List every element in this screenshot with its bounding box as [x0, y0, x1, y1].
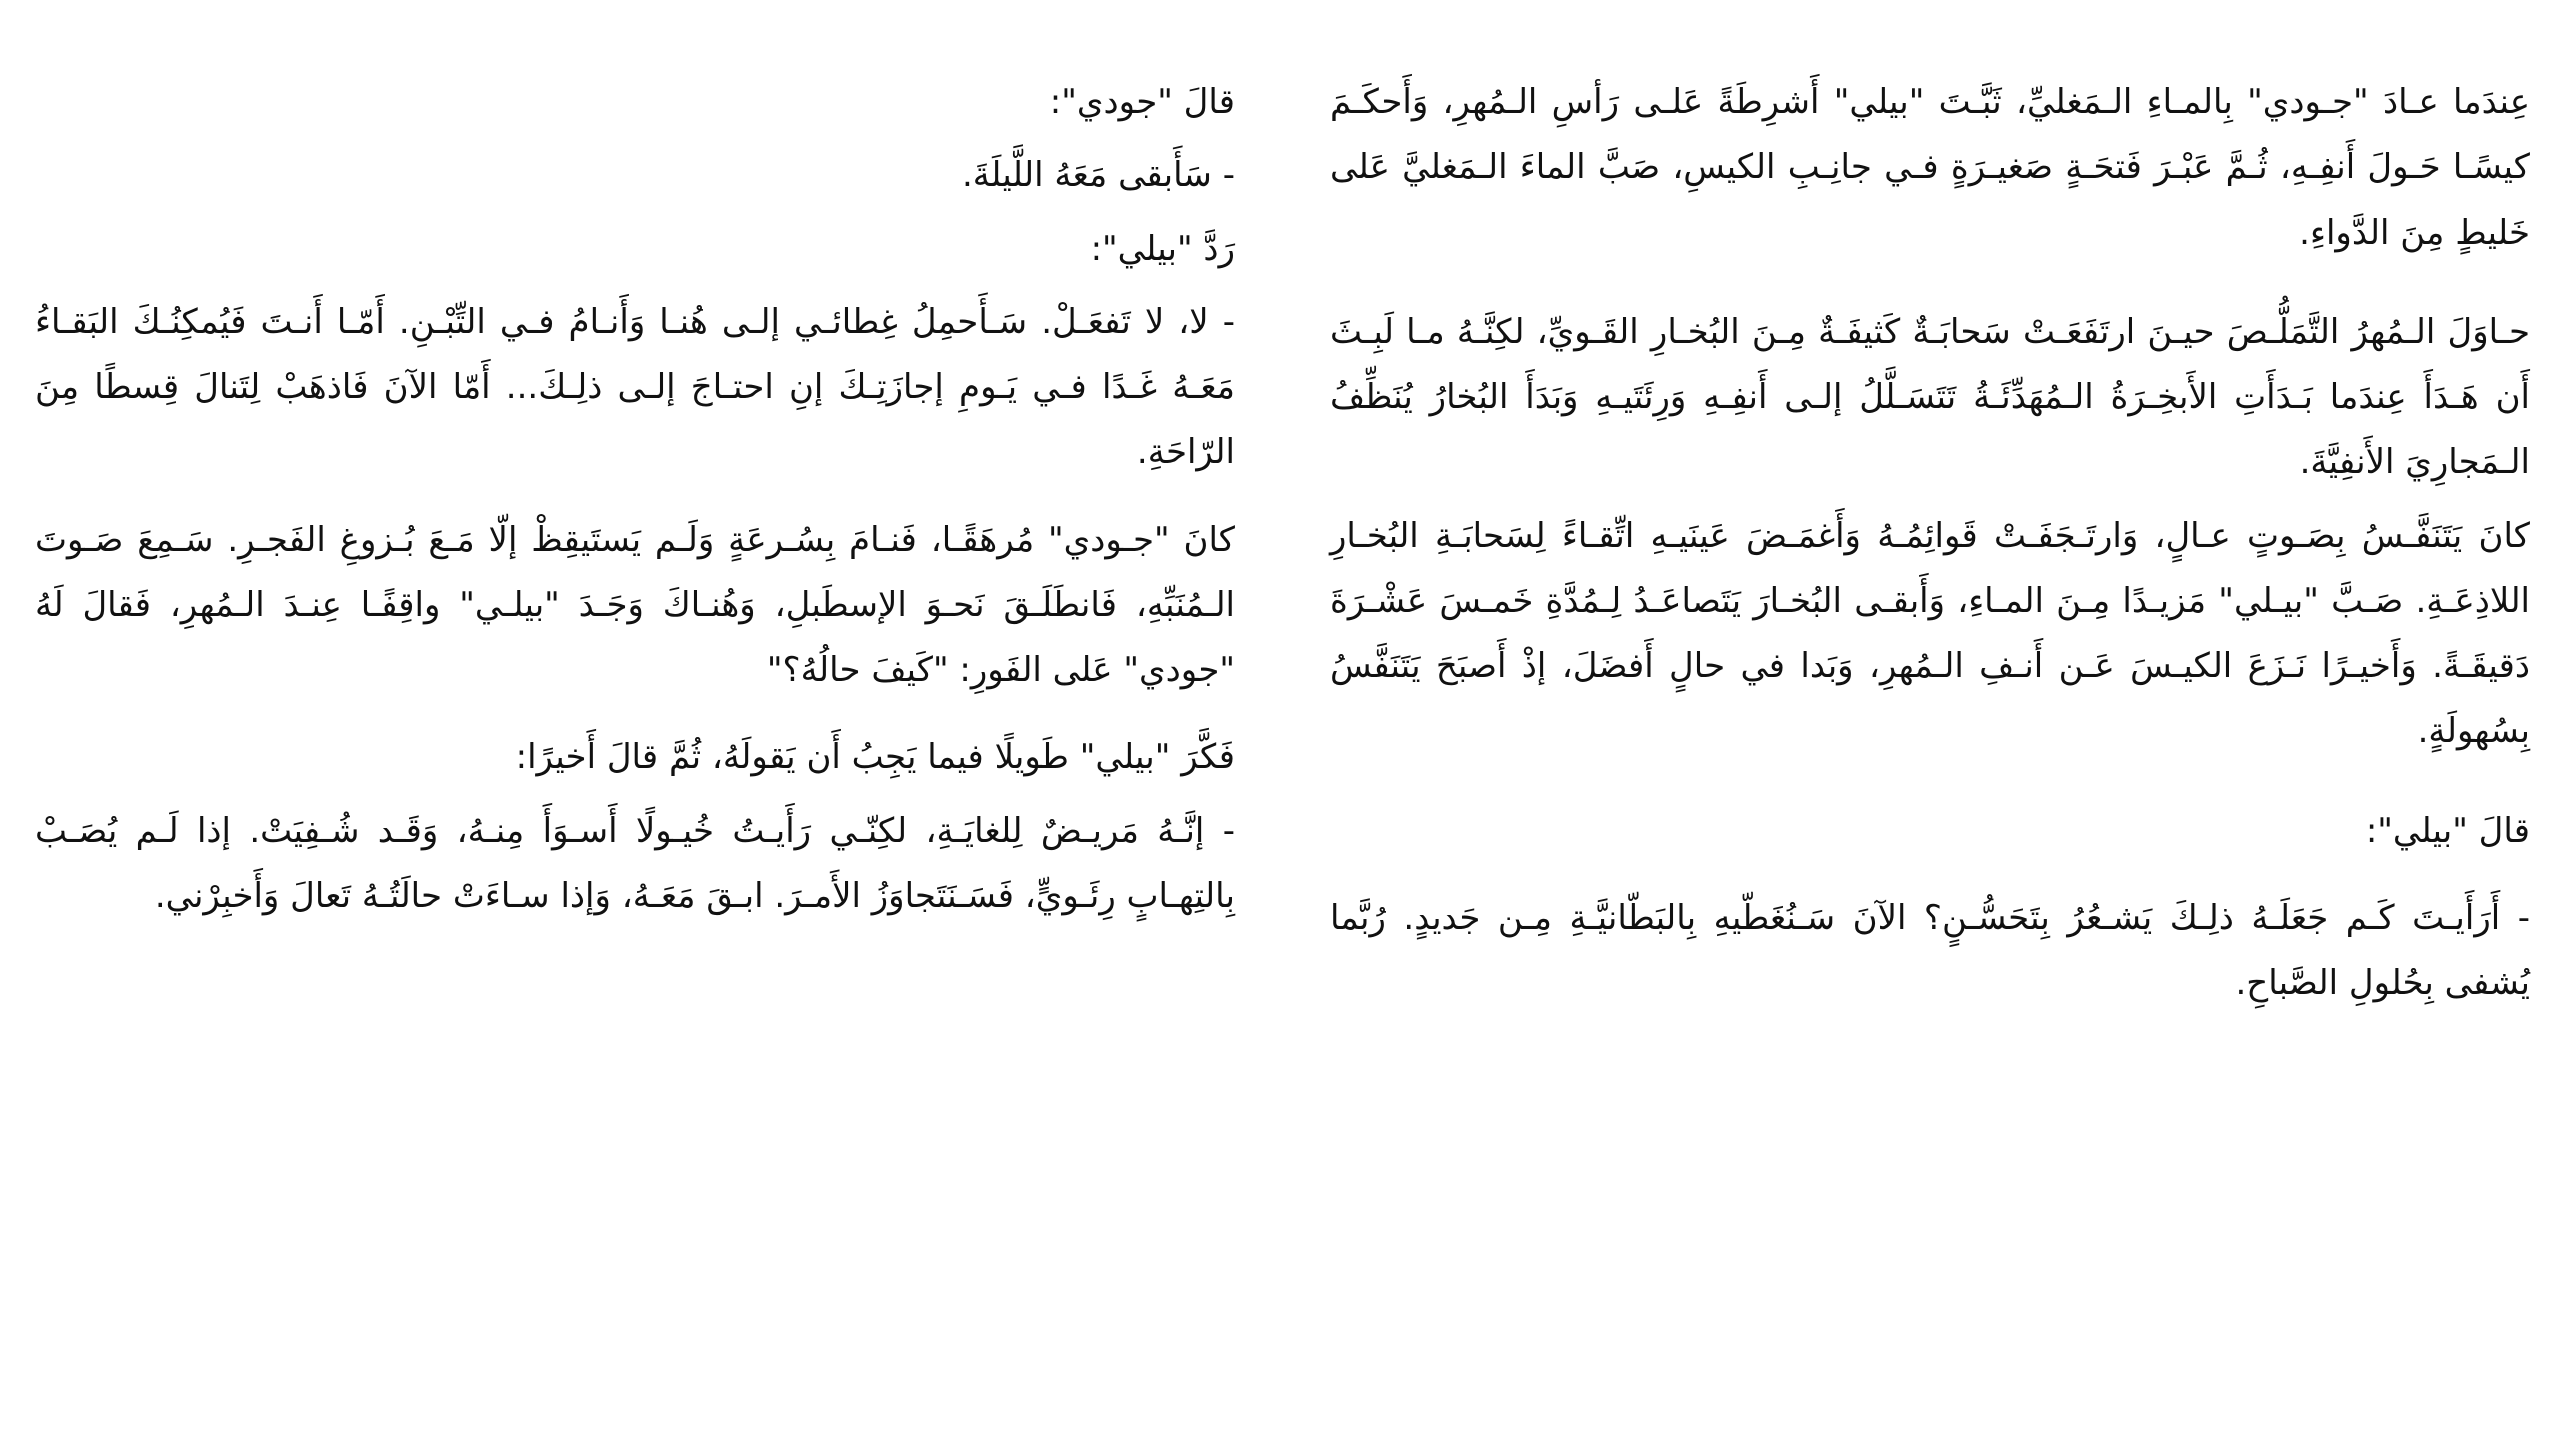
dialogue-jody-stay: - سَأَبقى مَعَهُ اللَّيلَةَ.: [962, 155, 1235, 196]
left-column: [35, 70, 1235, 929]
dialogue-billy-blanket: - أَرَأَيـتَ كَـم جَعَلَـهُ ذلِـكَ يَشـعُرُ بِتَحَسُّـنٍ؟ الآنَ سَـنُغَطّيهِ بِالبَطّانيَّـةِ مِـن جَديدٍ. رُبَّما يُشفى بِحُلولِ الصَّباحِ.: [1330, 897, 2530, 1004]
paragraph-boiling-water: عِندَما عـادَ "جـودي" بِالمـاءِ الـمَغليِّ، ثَبَّـتَ "بيلي" أَشرِطَةً عَلـى رَأسِ الـمُهرِ، وَأَحكَـمَ كيسًـا حَـولَ أَنفِـهِ، ثُـمَّ عَبْـرَ فَتحَـةٍ صَغيـرَةٍ فـي جانِـبِ الكيسِ، صَبَّ الماءَ الـمَغليَّ عَلى خَليطٍ مِنَ الدَّواءِ.: [1330, 82, 2530, 253]
paragraph-billy-thought: فَكَّرَ "بيلي" طَويلًا فيما يَجِبُ أَن يَقولَهُ، ثُمَّ قالَ أَخيرًا:: [515, 737, 1235, 778]
paragraph-steam-cloud: حـاوَلَ الـمُهرُ التَّمَلُّـصَ حيـنَ ارتَفَعَـتْ سَحابَـةٌ كَثيفَـةٌ مِـنَ البُخـارِ القَـويِّ، لكِنَّـهُ مـا لَبِـثَ أَن هَـدَأَ عِندَما بَـدَأَتِ الأَبخِـرَةُ الـمُهَدِّئَـةُ تَتَسَـلَّلُ إلـى أَنفِـهِ وَرِئَتَيـهِ وَبَدَأَ البُخارُ يُنَظِّفُ الـمَجارِيَ الأَنفِيَّةَ.: [1330, 311, 2530, 483]
paragraph-billy-replied: رَدَّ "بيلي":: [1090, 228, 1235, 269]
right-column: [1330, 70, 2530, 1016]
paragraph-jody-said: قالَ "جودي":: [1049, 82, 1235, 122]
paragraph-billy-said: قالَ "بيلي":: [2365, 810, 2530, 851]
paragraph-jody-tired: كانَ "جـودي" مُرهَقًـا، فَنـامَ بِسُـرعَةٍ وَلَـم يَستَيقِظْ إلّا مَـعَ بُـزوغِ الفَجـرِ. سَـمِعَ صَـوتَ الـمُنَبِّهِ، فَانطَلَـقَ نَحـوَ الإسطَبلِ، وَهُنـاكَ وَجَـدَ "بيلـي" واقِفًـا عِنـدَ الـمُهرِ، فَقالَ لَهُ "جودي" عَلى الفَورِ: "كَيفَ حالُهُ؟": [35, 519, 1235, 691]
dialogue-billy-no: - لا، لا تَفعَـلْ. سَـأَحمِلُ غِطائـي إلـى هُنـا وَأَنـامُ فـي التِّبْـنِ. أَمّـا أَنـتَ فَيُمكِنُـكَ البَقـاءُ مَعَـهُ غَـدًا فـي يَـومِ إجازَتِـكَ إنِ احتـاجَ إلـى ذلِـكَ... أَمّا الآنَ فَاذهَبْ لِتَنالَ قِسطًا مِنَ الرّاحَةِ.: [35, 301, 1235, 473]
paragraph-breathing: كانَ يَتَنَفَّـسُ بِصَـوتٍ عـالٍ، وَارتَـجَفَـتْ قَوائِمُـهُ وَأَغمَـضَ عَينَيـهِ اتِّقـاءً لِسَحابَـةِ البُخـارِ اللاذِعَـةِ. صَـبَّ "بيـلي" مَزيـدًا مِـنَ المـاءِ، وَأَبقـى البُخـارَ يَتَصاعَـدُ لِـمُدَّةِ خَمـسَ عَشْـرَةَ دَقيقَـةً. وَأَخيـرًا نَـزَعَ الكيـسَ عَـن أَنـفِ الـمُهرِ، وَبَدا في حالٍ أَفضَلَ، إذْ أَصبَحَ يَتَنَفَّسُ بِسُهولَةٍ.: [1330, 515, 2530, 752]
dialogue-billy-very-sick: - إنَّـهُ مَريـضٌ لِلغايَـةِ، لكِنّـي رَأَيـتُ خُيـولًا أَسـوَأَ مِنـهُ، وَقَـد شُـفِيَتْ. إذا لَـم يُصَـبْ بِالتِهـابٍ رِئَـويٍّ، فَسَـنَتَجاوَزُ الأَمـرَ. ابـقَ مَعَـهُ، وَإذا سـاءَتْ حالَتُـهُ تَعالَ وَأَخبِرْني.: [35, 810, 1235, 916]
